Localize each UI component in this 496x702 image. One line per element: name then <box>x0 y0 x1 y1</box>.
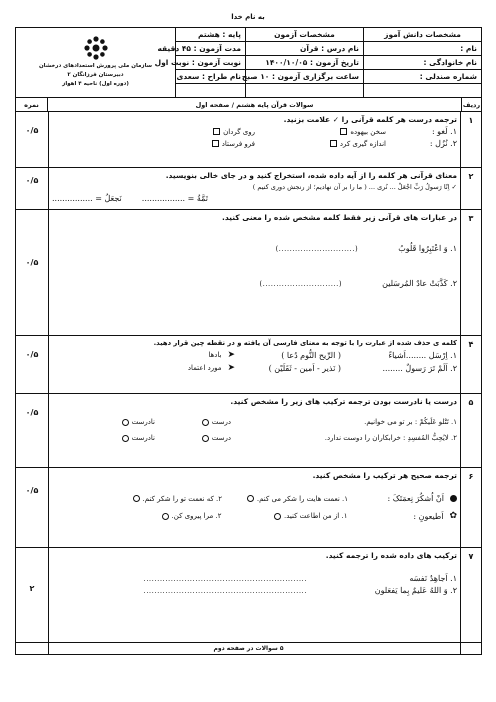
option-text: نادرست <box>131 418 155 426</box>
school-org: سازمان ملی پرورش استعدادهای درخشان <box>38 63 153 69</box>
question-number: ۳ <box>468 214 474 223</box>
arabic-phrase: ۲. كَذَّبَتْ عادٌ المُرسَلین <box>382 279 457 288</box>
word-meaning: بادها <box>208 351 222 359</box>
option-text: ۲. مرا پیروی کن. <box>171 512 222 520</box>
statement: ۲. لایُحِبُّ المُفسِدِ : خرابکاران را دوست ندارد. <box>324 434 457 442</box>
arabic-word: ۲. نُزُل : <box>429 139 457 148</box>
arabic-phrase: ۱. وَ اعْتَبِرُوا قَلُوبُ <box>398 244 457 253</box>
answer-blank[interactable]: تَمَّةُ = ................. <box>141 194 208 203</box>
row-label: ردیف <box>461 98 481 112</box>
radio-button[interactable] <box>202 419 209 426</box>
question-score: ۰/۵ <box>25 258 39 267</box>
bullet-icon <box>450 495 457 502</box>
arabic-phrase: اَنْ اُشکُرَ نِعمَتَکَ : <box>387 494 444 503</box>
question-title: در عبارات های قرآنی زیر فقط کلمه مشخص شده را معنی کنید. <box>221 213 457 222</box>
question-2 <box>16 168 481 210</box>
choice-line <box>52 139 457 148</box>
flower-bullet-icon: ✿ <box>449 511 457 521</box>
exam-subject: نام درس : قرآن <box>246 42 363 56</box>
question-5 <box>16 394 481 468</box>
exam-duration: مدت آزمون : ۴۵ دقیقه <box>176 42 245 56</box>
option-text: سخن بیهوده <box>350 127 386 136</box>
answer-blank[interactable]: ............................................................ <box>143 586 307 595</box>
option-text: فرو فرستاد <box>221 139 255 148</box>
school-info <box>16 28 175 97</box>
question-score: ۰/۵ <box>25 350 39 359</box>
exam-grade: پایه : هشتم <box>176 28 245 42</box>
arrow-left-icon: ➤ <box>227 350 235 360</box>
radio-button[interactable] <box>162 513 169 520</box>
option-text: نادرست <box>131 434 155 442</box>
exam-info-title: مشخصات آزمون <box>246 28 363 42</box>
level-info <box>154 28 245 97</box>
question-4 <box>16 336 481 394</box>
arabic-sentence: ✓ اِنّا رَسولُ رَبِّ اجْعَلْ ... نُری ... ( ما را بر آن نهادیم؛ از رنجش دوری کنیم ) <box>252 183 457 191</box>
answer-blank[interactable]: نَجعَلُ = ................ <box>52 194 122 203</box>
page-top-title: به نام خدا <box>231 13 265 21</box>
question-number: ۶ <box>468 472 474 481</box>
arabic-phrase: ۱. اَجاهِدُ نَفسَه <box>409 574 457 583</box>
radio-button[interactable] <box>122 419 129 426</box>
question-score: ۲ <box>29 584 35 593</box>
radio-button[interactable] <box>133 495 140 502</box>
question-score: ۰/۵ <box>25 486 39 495</box>
exam-header <box>16 28 481 98</box>
question-title: ترکیب های داده شده را ترجمه کنید. <box>325 551 457 560</box>
page-footer: ۵ سوالات در صفحه دوم <box>16 642 481 654</box>
question-3 <box>16 210 481 336</box>
question-7 <box>16 548 481 644</box>
exam-info <box>241 28 363 97</box>
option-text: درست <box>211 418 231 426</box>
question-title: ترجمه صحیح هر ترکیب را مشخص کنید. <box>312 471 457 480</box>
option-text: روی گردان <box>223 127 255 136</box>
word-meaning: مورد اعتماد <box>187 364 222 372</box>
arabic-phrase: اَطیعونِ : <box>413 511 444 521</box>
question-1 <box>16 112 481 168</box>
checkbox[interactable] <box>213 128 220 135</box>
word-choices: ( نَذیر - اَمین - ثَقَلَیْن ) <box>268 363 341 373</box>
exam-sheet <box>15 27 482 655</box>
student-info <box>363 28 481 97</box>
arabic-phrase: ۱. اِرْسَل ........اَشیاءً <box>388 350 457 360</box>
exam-designer: نام طراح : سعدی <box>176 70 245 84</box>
answer-blank[interactable]: (............................) <box>275 244 359 253</box>
score-label: نمره <box>16 98 48 112</box>
answer-blank[interactable]: (............................) <box>259 279 343 288</box>
option-text: ۱. نعمت هایت را شکر می کنم. <box>256 494 348 503</box>
statement: ۱. تَتْلو عَلَیکُمْ : بر تو می خوانیم. <box>364 418 457 426</box>
arabic-phrase: ۲. اَلَمْ تَرَ رَسولٌ ........ <box>382 363 457 373</box>
arabic-phrase: ۲. وَ اللهُ عَلیمٌ بِما یَفعَلون <box>374 586 457 595</box>
question-6 <box>16 468 481 548</box>
radio-button[interactable] <box>247 495 254 502</box>
school-name: دبیرستان فرزانگان ۲ <box>67 72 124 78</box>
option-text: ۲. که نعمت تو را شکر کنم. <box>142 494 222 503</box>
question-score: ۰/۵ <box>25 408 39 417</box>
question-number: ۵ <box>468 398 474 407</box>
school-region: (دوره اول) ناحیه ۴ اهواز <box>62 81 129 87</box>
exam-date: تاریخ آزمون : ۱۴۰۰/۱۰/۰۵ <box>246 56 363 70</box>
student-family-field[interactable]: نام خانوادگی : <box>364 56 481 70</box>
question-title: درست یا نادرست بودن ترجمه ترکیب های زیر را مشخص کنید. <box>230 397 457 406</box>
questions-header-title: سوالات قرآن پایه هشتم / صفحه اول <box>195 101 314 109</box>
choice-line <box>52 127 457 136</box>
questions-header <box>16 98 481 112</box>
exam-time: ساعت برگزاری آزمون : ۱۰ صبح <box>246 70 363 84</box>
word-choices: ( الرِّیح النُّوم دُعا ) <box>281 350 341 360</box>
radio-button[interactable] <box>122 435 129 442</box>
student-seat-field[interactable]: شماره صندلی : <box>364 70 481 84</box>
question-number: ۷ <box>468 552 474 561</box>
student-info-title: مشخصات دانش آموز <box>364 28 481 42</box>
question-number: ۱ <box>468 116 474 125</box>
question-number: ۴ <box>468 340 474 349</box>
radio-button[interactable] <box>274 513 281 520</box>
checkbox[interactable] <box>340 128 347 135</box>
exam-turn: نوبت آزمون : نوبت اول <box>176 56 245 70</box>
question-title: معنای قرآنی هر کلمه را از آیه داده شده، استخراج کنید و در جای خالی بنویسید. <box>165 171 457 180</box>
student-name-field[interactable]: نام : <box>364 42 481 56</box>
option-text: ۱. از من اطاعت کنید. <box>284 512 348 520</box>
arabic-word: ۱. لَغو : <box>431 127 457 136</box>
answer-blank[interactable]: ............................................................ <box>143 574 307 583</box>
question-title: کلمه ی حذف شده از عبارت را با توجه به معنای فارسی آن یافته و در نقطه چین قرار دهید. <box>153 339 457 347</box>
checkbox[interactable] <box>212 140 219 147</box>
checkbox[interactable] <box>330 140 337 147</box>
option-text: درست <box>211 434 231 442</box>
question-number: ۲ <box>468 172 474 181</box>
arrow-left-icon: ➤ <box>227 363 235 373</box>
question-score: ۰/۵ <box>25 126 39 135</box>
radio-button[interactable] <box>202 435 209 442</box>
question-score: ۰/۵ <box>25 176 39 185</box>
option-text: اندازه گیری کرد <box>339 139 386 148</box>
question-title: ترجمه درست هر کلمه قرآنی را ✓ علامت بزنید. <box>283 115 457 124</box>
school-logo-icon <box>82 34 110 62</box>
